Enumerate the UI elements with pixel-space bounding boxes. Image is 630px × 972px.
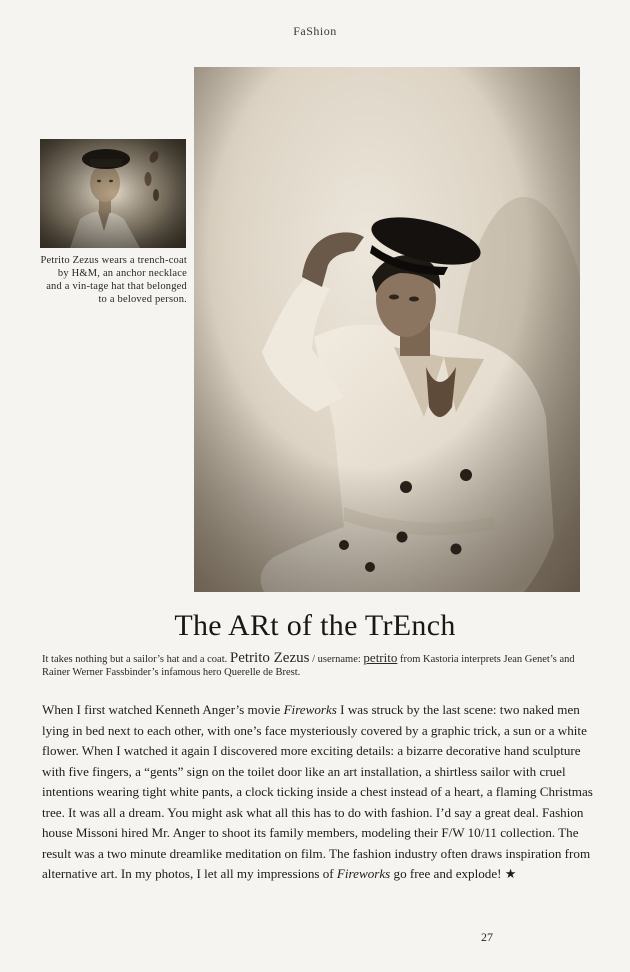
intro-text: from Kastoria interprets Jean Genet’s and Rainer Werner Fassbinder’s infamous hero Querelle de Brest. <box>42 654 575 678</box>
section-header: FaShion <box>293 24 337 38</box>
thumbnail-caption: Petrito Zezus wears a trench-coat by H&M, an anchor necklace and a vin-tage hat that belonged to a beloved person. <box>40 255 187 305</box>
main-photo <box>194 67 580 592</box>
page-number: 27 <box>481 930 493 944</box>
film-title: Fireworks <box>283 702 337 717</box>
model-name: Petrito Zezus <box>229 650 310 666</box>
body-text: go free and explode! ★ <box>390 866 517 881</box>
username-link[interactable]: petrito <box>363 650 398 665</box>
article-title: The ARt of the TrEnch <box>174 609 456 642</box>
article-body <box>42 700 602 885</box>
body-text: When I first watched Kenneth Anger’s movie <box>42 702 284 717</box>
thumbnail-photo <box>40 139 186 248</box>
intro-text: / username: <box>309 654 364 665</box>
film-title: Fireworks <box>336 866 391 881</box>
article-intro <box>42 651 602 679</box>
intro-text: It takes nothing but a sailor’s hat and a coat. <box>42 654 230 665</box>
body-text: I was struck by the last scene: two naked men lying in bed next to each other, with one’s face mysteriously covered by a graphic trick, a sun or a white flower. When I watched it again I discovered more exciting details: a bizarre decorative hand sculpture with five fingers, a “gents” sign on the toilet door like an art installation, a shirtless sailor with cruel intentions wearing tight white pants, a clock ticking inside a chest instead of a heart, a flaming Christmas tree. It was all a dream. You might ask what all this has to do with fashion. I’d say a great deal. Fashion house Missoni hired Mr. Anger to shoot its family members, modeling their F/W 10/11 collection. The result was a two minute dreamlike meditation on film. The fashion industry often draws inspiration from alternative art. In my photos, I let all my impressions of <box>42 702 593 881</box>
